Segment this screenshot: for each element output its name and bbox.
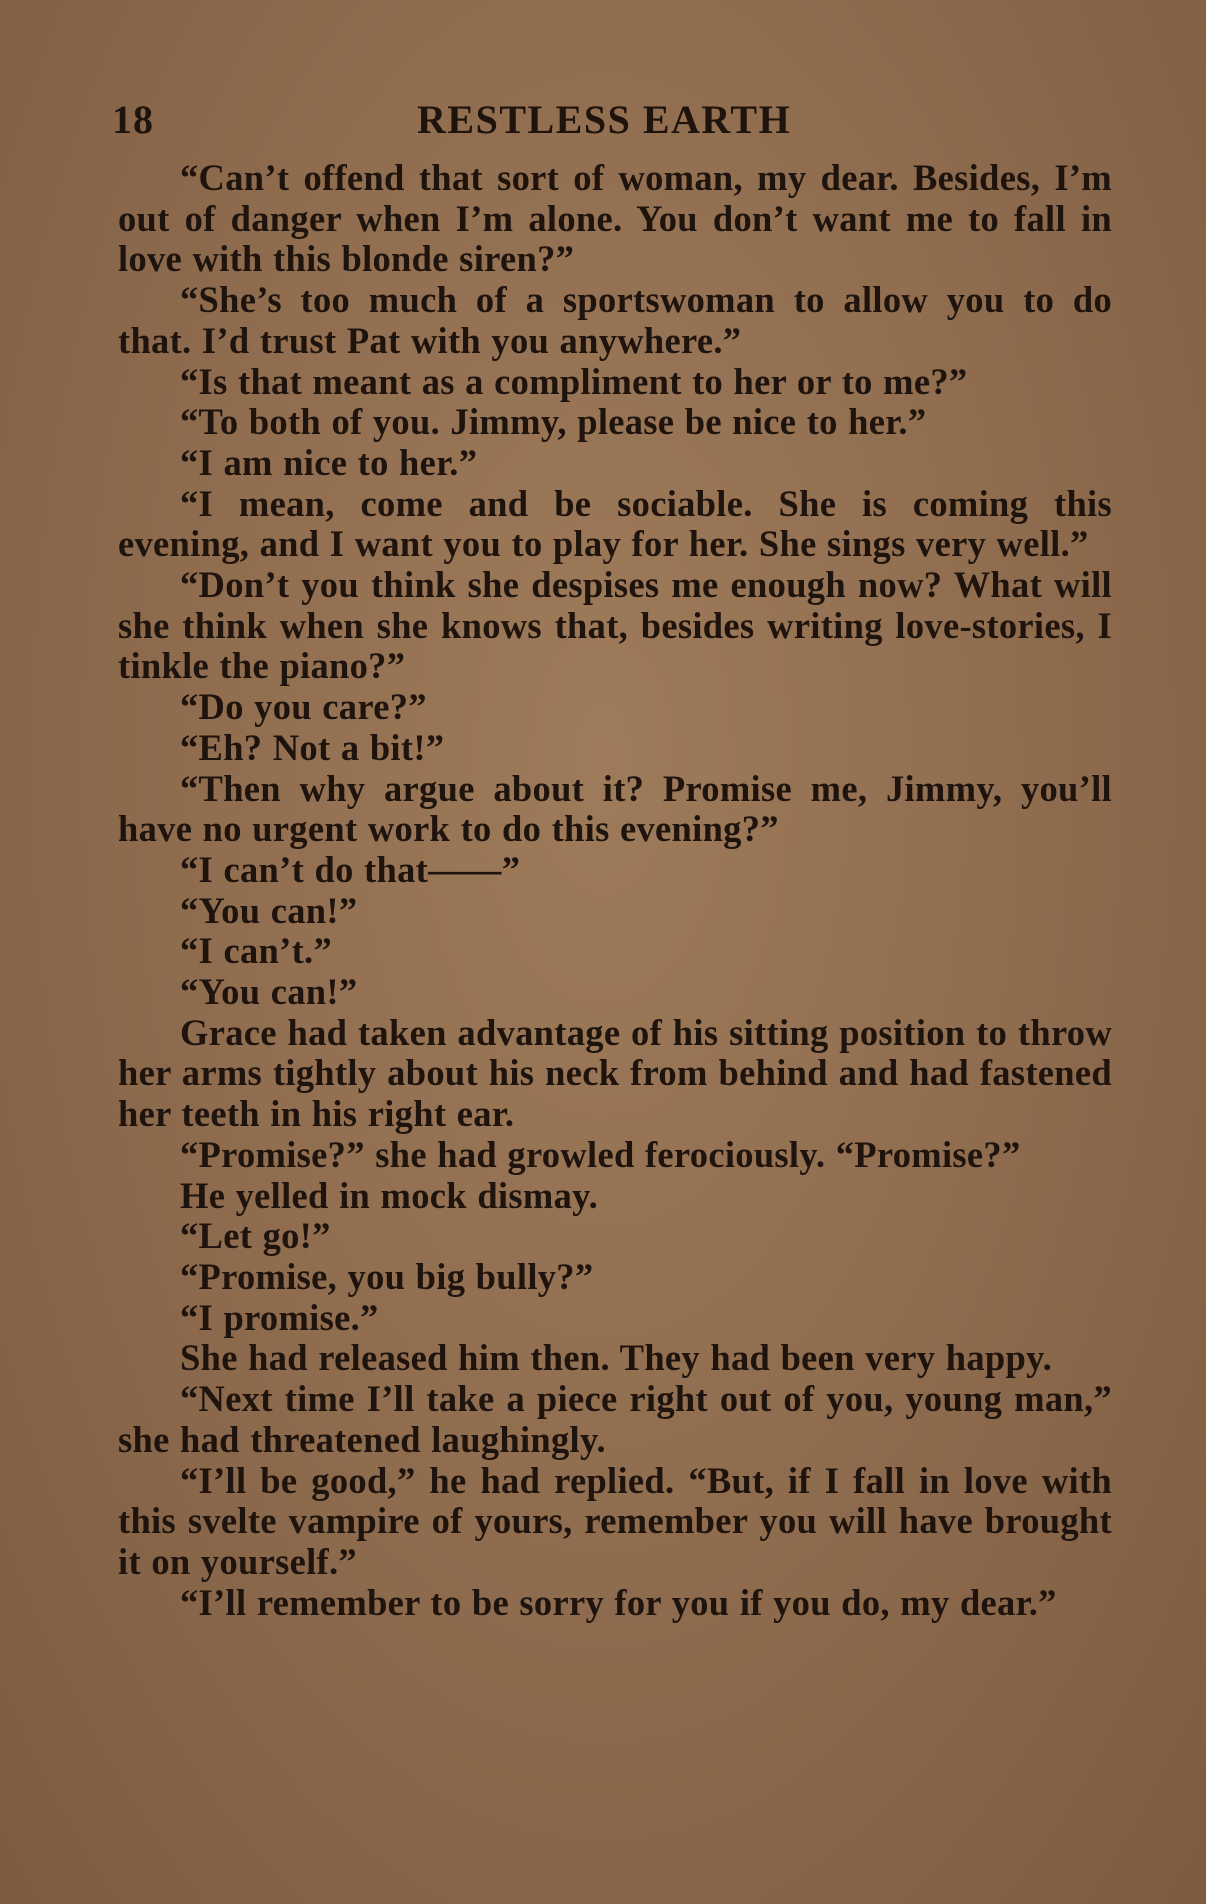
paragraph: “You can!”: [180, 971, 358, 1013]
paragraph: She had released him then. They had been very happy.: [180, 1337, 1053, 1379]
paragraph: “I am nice to her.”: [180, 441, 478, 483]
running-head: RESTLESS EARTH: [417, 97, 792, 142]
paragraph: “I promise.”: [180, 1296, 379, 1338]
paragraph: “I can’t do that——”: [180, 848, 521, 890]
paragraph: “You can!”: [180, 889, 358, 931]
paragraph: “Promise?” she had growled ferociously. “Promise?”: [180, 1133, 1021, 1175]
page-number: 18: [112, 97, 154, 142]
paragraph: “To both of you. Jimmy, please be nice to her.”: [180, 401, 927, 443]
paragraph: “Can’t offend that sort of woman, my dear. Besides, I’m out of danger when I’m alone. You don’t want me to fall in love with this blonde siren?”: [118, 157, 1112, 280]
paragraph: “Next time I’ll take a piece right out of you, young man,” she had threatened laughingly.: [118, 1378, 1112, 1460]
paragraph: “I can’t.”: [180, 930, 333, 972]
paragraph: “Eh? Not a bit!”: [180, 726, 445, 768]
paragraph: Grace had taken advantage of his sitting position to throw her arms tightly about his neck from behind and had fastened her teeth in his right ear.: [118, 1011, 1112, 1135]
paragraph: “I’ll remember to be sorry for you if you do, my dear.”: [180, 1581, 1057, 1623]
paragraph: “I mean, come and be sociable. She is coming this evening, and I want you to play for her. She sings very well.”: [118, 482, 1112, 565]
paragraph: “Is that meant as a compliment to her or to me?”: [180, 360, 968, 402]
paragraph: “Let go!”: [180, 1215, 331, 1257]
body-text: [118, 158, 1112, 1623]
paragraph: “I’ll be good,” he had replied. “But, if I fall in love with this svelte vampire of yours, remember you will have brought it on yourself.”: [118, 1459, 1112, 1582]
paragraph: “Then why argue about it? Promise me, Jimmy, you’ll have no urgent work to do this evening?”: [118, 767, 1112, 850]
paragraph: “Promise, you big bully?”: [180, 1255, 594, 1297]
paragraph: “She’s too much of a sportswoman to allow you to do that. I’d trust Pat with you anywhere.”: [118, 279, 1112, 361]
paragraph: “Do you care?”: [180, 686, 427, 728]
paragraph: “Don’t you think she despises me enough now? What will she think when she knows that, besides writing love-stories, I tinkle the piano?”: [118, 564, 1112, 687]
page-header: [112, 96, 1112, 146]
paragraph: He yelled in mock dismay.: [180, 1174, 599, 1216]
